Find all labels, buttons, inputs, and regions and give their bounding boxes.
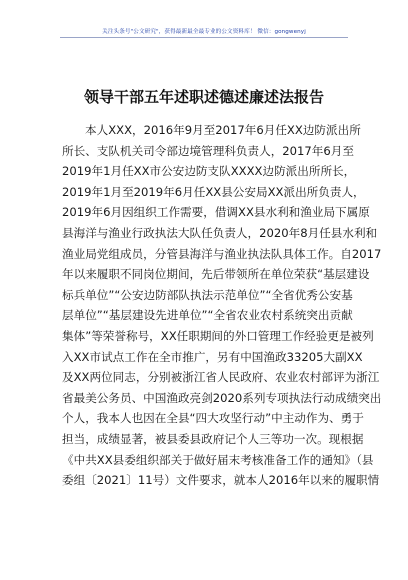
paragraph-line: 委组〔2021〕11号）文件要求，就本人2016年以来的履职情 <box>62 473 380 488</box>
paragraph-line: 所长、支队机关司令部边境管理科负责人，2017年6月至 <box>62 143 354 158</box>
paragraph-line: 个人，我本人也因在全县“四大攻坚行动”中主动作为、勇于 <box>62 411 364 426</box>
body-text <box>62 120 382 491</box>
paragraph-line: 2019年1月至2019年6月任XX县公安局XX派出所负责人， <box>62 184 365 199</box>
paragraph-line: 本人XXX，2016年9月至2017年6月任XX边防派出所 <box>85 123 361 137</box>
paragraph-line: 《中共XX县委组织部关于做好届末考核准备工作的通知》（县 <box>62 452 374 467</box>
paragraph-line: 入XX市试点工作在全市推广，另有中国渔政33205大副XX <box>62 349 363 364</box>
paragraph-line: 标兵单位”“公安边防部队执法示范单位”“全省优秀公安基 <box>62 287 353 302</box>
document-title: 领导干部五年述职述德述廉述法报告 <box>83 88 324 106</box>
paragraph-line: 2019年6月因组织工作需要，借调XX县水利和渔业局下属原 <box>62 205 370 220</box>
paragraph-line: 年以来履职不同岗位期间，先后带领所在单位荣获“基层建设 <box>62 267 370 282</box>
paragraph-line: 集体”等荣誉称号，XX任职期间的外口管理工作经验更是被列 <box>62 328 374 343</box>
header-note: 关注头条号"公文研究"，获得最新最全最专业的公文资料库！ 微信：gongwenyj <box>102 29 306 35</box>
paragraph-line: 层单位”“基层建设先进单位”“全省农业农村系统突出贡献 <box>62 308 353 323</box>
paragraph-line: 2019年1月任XX市公安边防支队XXXX边防派出所所长， <box>62 164 356 179</box>
header-divider <box>60 37 348 38</box>
paragraph-line: 省最美公务员、中国渔政亮剑2020系列专项执法行动成绩突出 <box>62 390 382 405</box>
paragraph-line: 担当，成绩显著，被县委县政府记个人三等功一次。现根据 <box>62 431 364 446</box>
paragraph-line: 及XX两位同志，分别被浙江省人民政府、农业农村部评为浙江 <box>62 370 380 385</box>
paragraph-line: 县海洋与渔业行政执法大队任负责人，2020年8月任县水利和 <box>62 225 378 240</box>
paragraph-line: 渔业局党组成员，分管县海洋与渔业执法队具体工作。自2017 <box>62 246 382 261</box>
